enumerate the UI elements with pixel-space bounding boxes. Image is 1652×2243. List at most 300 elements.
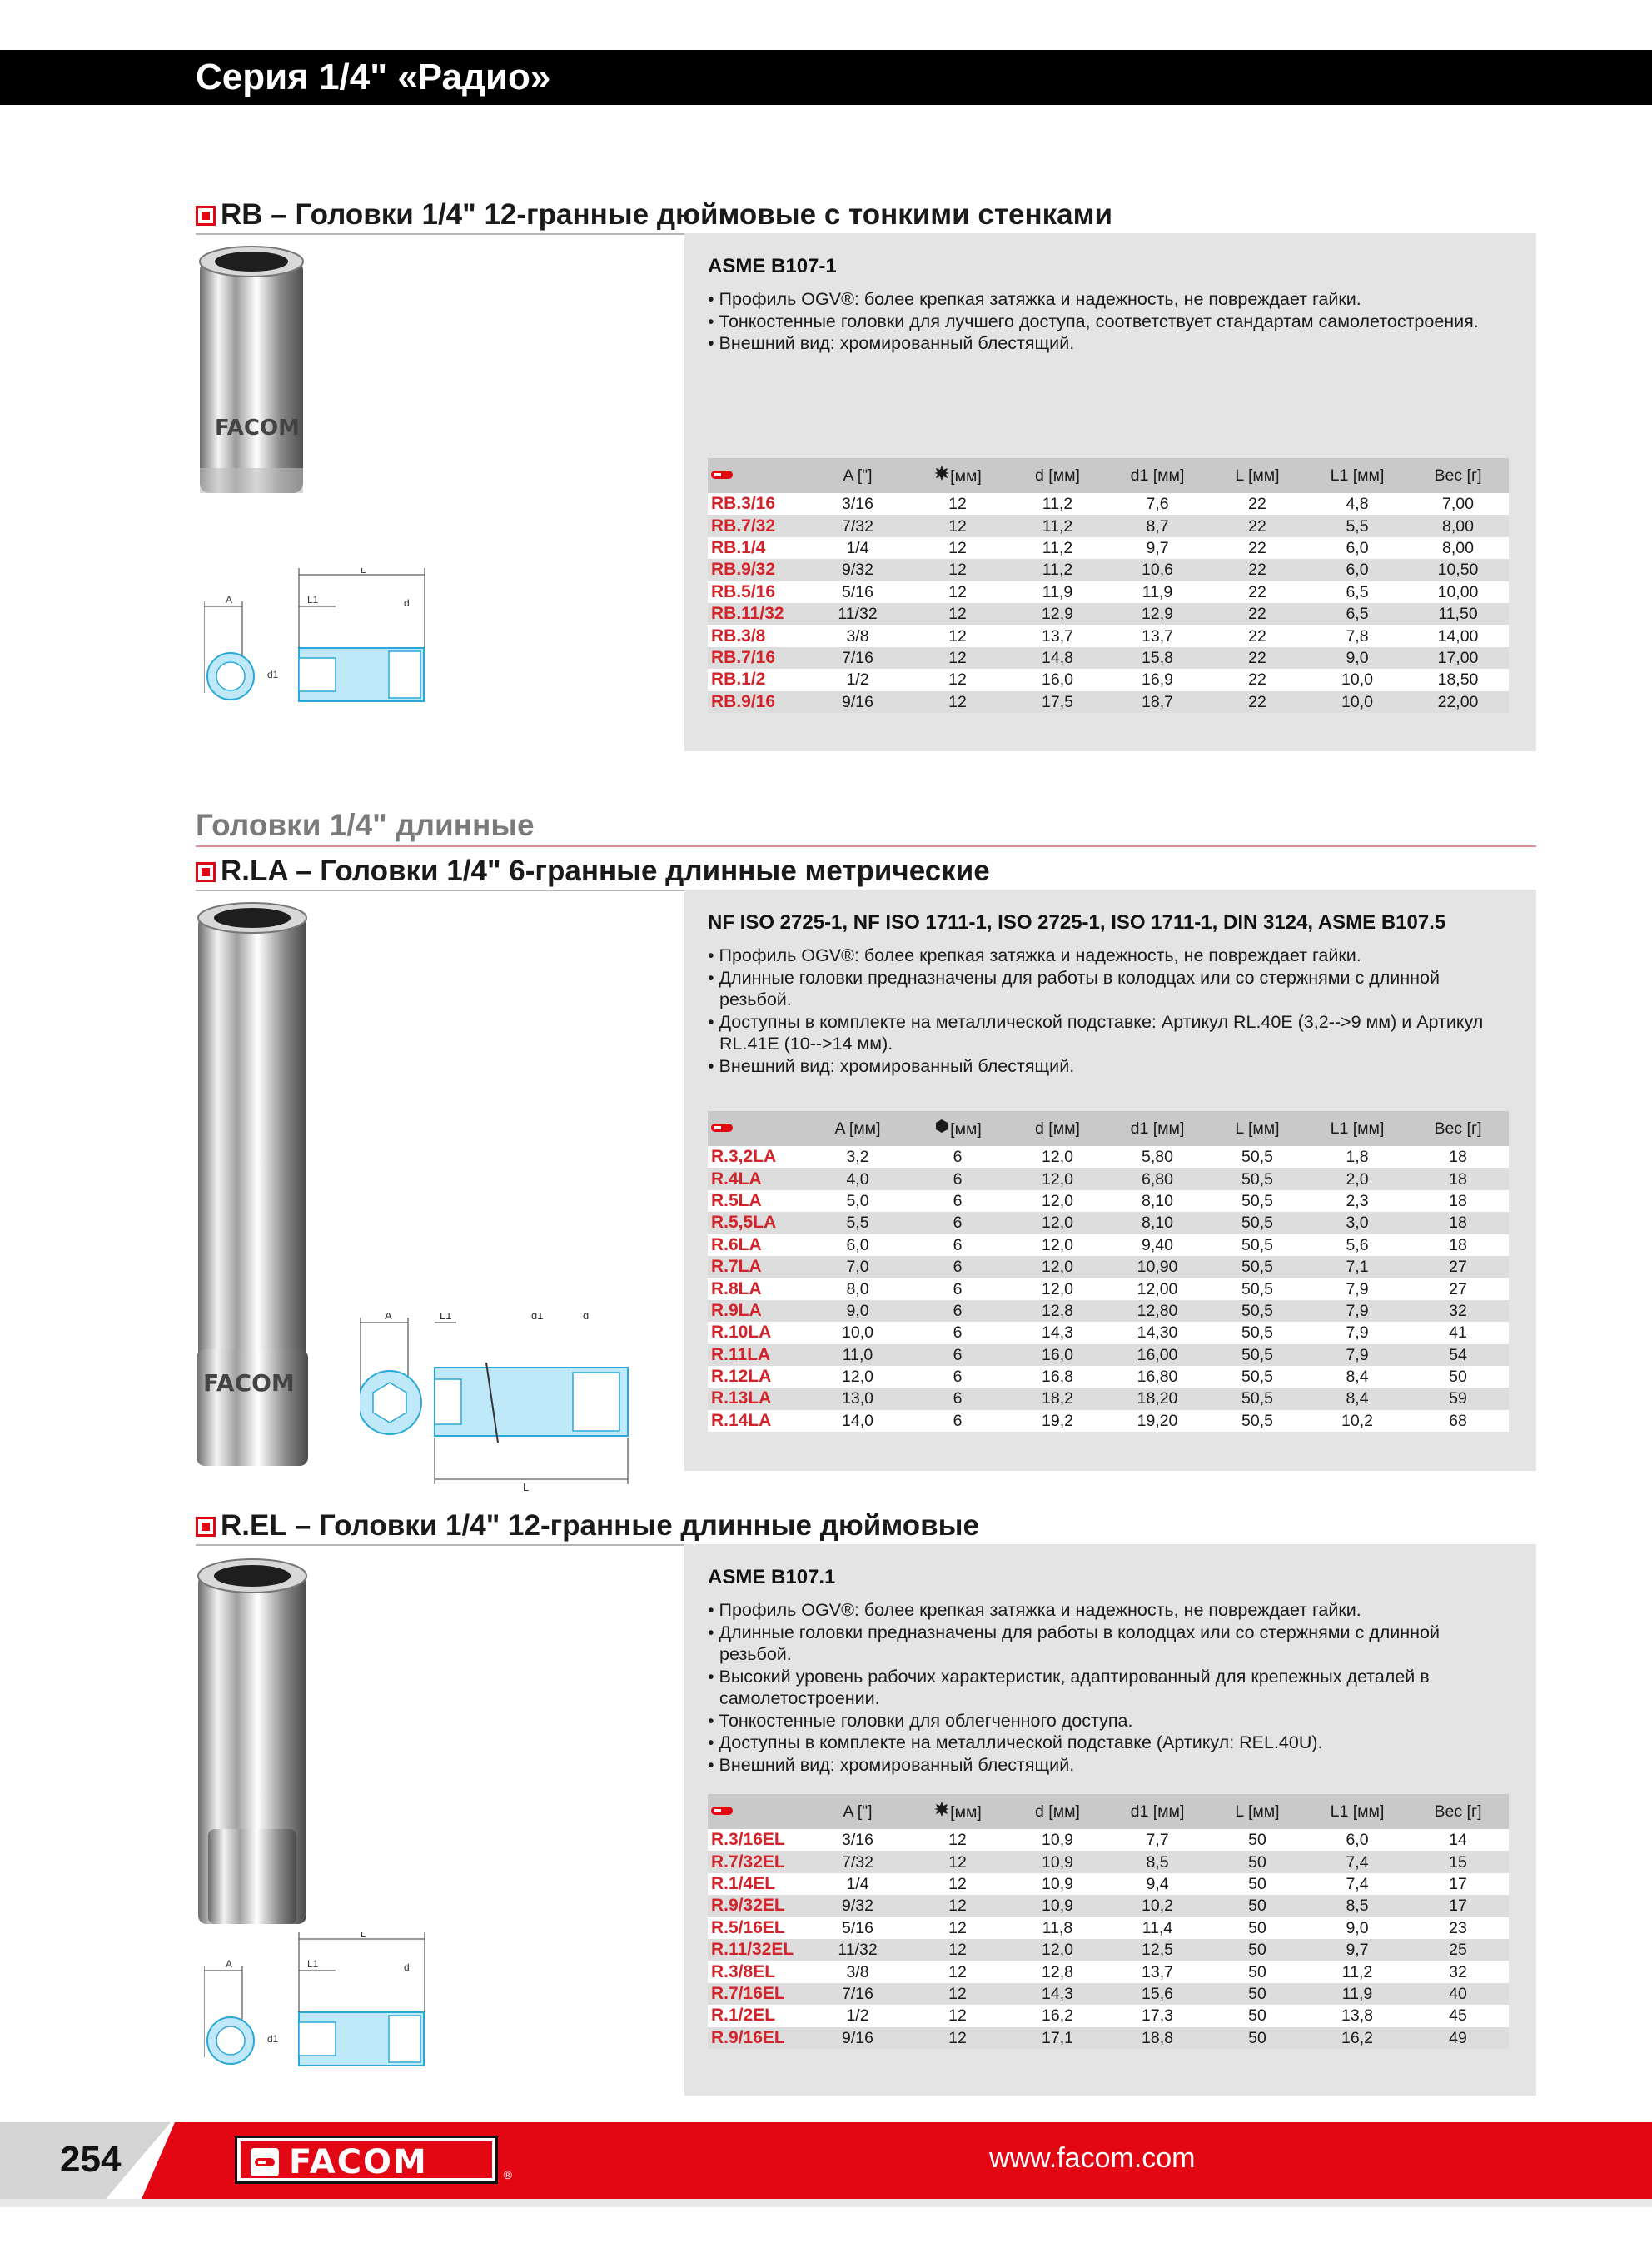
table-cell: 12 [908, 537, 1008, 559]
svg-text:L1: L1 [307, 594, 319, 606]
table-cell: 50,5 [1207, 1300, 1307, 1322]
table-cell: 6,0 [1307, 559, 1407, 581]
table-cell: 50,5 [1207, 1344, 1307, 1366]
table-cell: 16,2 [1008, 2005, 1107, 2026]
bullet-item: • Профиль OGV®: более крепкая затяжка и надежность, не повреждает гайки. [708, 1600, 1361, 1620]
table-cell: 8,10 [1107, 1190, 1207, 1212]
svg-text:L: L [361, 1932, 366, 1940]
part-reference: R.5/16EL [708, 1917, 808, 1939]
part-reference: R.9LA [708, 1300, 808, 1322]
table-row [708, 1851, 1509, 1872]
part-reference: RB.7/16 [708, 647, 808, 669]
table-cell: 17,00 [1407, 647, 1509, 669]
table-cell: 32 [1407, 1300, 1509, 1322]
red-square-icon [196, 862, 216, 882]
part-reference: R.11/32EL [708, 1939, 808, 1961]
table-cell: 50 [1207, 1829, 1307, 1851]
col-header-a: A ["] [808, 1794, 908, 1829]
table-row [708, 559, 1509, 581]
table-cell: 12 [908, 625, 1008, 646]
part-reference: R.12LA [708, 1366, 808, 1388]
bullet-item: • Высокий уровень рабочих характеристик, адаптированный для крепежных деталей в самолетостроении. [708, 1666, 1430, 1708]
reference-column-header [708, 1111, 808, 1146]
bullets-rb [708, 288, 1515, 355]
table-cell: 6 [908, 1344, 1008, 1366]
part-reference: RB.7/32 [708, 515, 808, 536]
table-cell: 22 [1207, 493, 1307, 515]
table-cell: 6,0 [808, 1234, 908, 1256]
part-reference: R.6LA [708, 1234, 808, 1256]
table-cell: 18 [1407, 1168, 1509, 1189]
svg-text:d: d [583, 1313, 590, 1322]
red-square-icon [196, 206, 216, 226]
table-row [708, 1410, 1509, 1432]
table-cell: 22 [1207, 647, 1307, 669]
table-cell: 12 [908, 1961, 1008, 1982]
dimension-diagram-rb [204, 568, 445, 718]
table-cell: 12 [908, 2005, 1008, 2026]
table-cell: 9,40 [1107, 1234, 1207, 1256]
table-cell: 10,9 [1008, 1851, 1107, 1872]
col-header-d1: d1 [мм] [1107, 458, 1207, 493]
table-row [708, 2005, 1509, 2026]
table-row [708, 603, 1509, 625]
table-cell: 12 [908, 1851, 1008, 1872]
table-cell: 3/16 [808, 1829, 908, 1851]
table-cell: 3,0 [1307, 1212, 1407, 1234]
svg-text:L1: L1 [307, 1958, 319, 1970]
table-cell: 50,5 [1207, 1190, 1307, 1212]
part-reference: RB.3/8 [708, 625, 808, 646]
section-title-rb: RB – Головки 1/4" 12-гранные дюймовые с тонкими стенками [196, 197, 1536, 235]
spec-table-rb [708, 458, 1509, 713]
svg-text:A: A [226, 594, 233, 606]
table-row [708, 669, 1509, 690]
svg-text:L: L [361, 568, 366, 576]
table-cell: 18 [1407, 1234, 1509, 1256]
table-row [708, 1322, 1509, 1343]
standard-rla: NF ISO 2725-1, NF ISO 1711-1, ISO 2725-1, ISO 1711-1, DIN 3124, ASME B107.5 [708, 911, 1446, 934]
table-cell: 49 [1407, 2027, 1509, 2049]
table-cell: 6,0 [1307, 1829, 1407, 1851]
part-reference: R.11LA [708, 1344, 808, 1366]
table-cell: 22,00 [1407, 691, 1509, 713]
table-cell: 11,0 [808, 1344, 908, 1366]
table-cell: 50 [1207, 1939, 1307, 1961]
table-cell: 16,00 [1107, 1344, 1207, 1366]
table-cell: 1,8 [1307, 1146, 1407, 1168]
bullet-item: • Тонкостенные головки для лучшего доступа, соответствует стандартам самолетостроения. [708, 311, 1479, 331]
table-cell: 3/8 [808, 625, 908, 646]
table-cell: 1/2 [808, 2005, 908, 2026]
table-cell: 6,5 [1307, 603, 1407, 625]
table-cell: 17 [1407, 1873, 1509, 1895]
part-reference: R.4LA [708, 1168, 808, 1189]
table-cell: 5,0 [808, 1190, 908, 1212]
table-cell: 12,0 [1008, 1212, 1107, 1234]
bullet-item: • Тонкостенные головки для облегченного доступа. [708, 1710, 1133, 1731]
section-title-rla: R.LA – Головки 1/4" 6-гранные длинные метрические [196, 853, 1536, 891]
table-cell: 11,2 [1008, 537, 1107, 559]
table-cell: 19,2 [1008, 1410, 1107, 1432]
col-header-d: d [мм] [1008, 1111, 1107, 1146]
col-header-points: [мм] [908, 1111, 1008, 1146]
part-reference: RB.3/16 [708, 493, 808, 515]
table-cell: 18 [1407, 1212, 1509, 1234]
table-cell: 50 [1207, 2027, 1307, 2049]
table-cell: 12 [908, 647, 1008, 669]
table-cell: 27 [1407, 1278, 1509, 1299]
table-cell: 14,30 [1107, 1322, 1207, 1343]
table-cell: 7/32 [808, 1851, 908, 1872]
bullet-item: • Внешний вид: хромированный блестящий. [708, 1754, 1075, 1775]
table-cell: 7,6 [1107, 493, 1207, 515]
part-reference: R.7/32EL [708, 1851, 808, 1872]
part-reference: RB.1/4 [708, 537, 808, 559]
table-cell: 14,3 [1008, 1983, 1107, 2005]
part-reference: R.9/16EL [708, 2027, 808, 2049]
bullets-rel [708, 1599, 1515, 1776]
svg-text:d1: d1 [267, 2033, 279, 2045]
table-cell: 12 [908, 1895, 1008, 1917]
table-cell: 13,7 [1107, 625, 1207, 646]
table-cell: 9,0 [1307, 1917, 1407, 1939]
table-row [708, 647, 1509, 669]
photo-brand-text: FACOM [215, 416, 300, 441]
table-row [708, 625, 1509, 646]
col-header-l1: L1 [мм] [1307, 1794, 1407, 1829]
table-cell: 1/4 [808, 537, 908, 559]
registered-mark: ® [503, 2168, 512, 2181]
table-cell: 12,80 [1107, 1300, 1207, 1322]
table-cell: 9,4 [1107, 1873, 1207, 1895]
table-cell: 11,2 [1307, 1961, 1407, 1982]
part-reference: R.10LA [708, 1322, 808, 1343]
table-cell: 5/16 [808, 1917, 908, 1939]
table-cell: 13,7 [1008, 625, 1107, 646]
table-cell: 12,9 [1107, 603, 1207, 625]
table-cell: 10,90 [1107, 1256, 1207, 1278]
table-row [708, 515, 1509, 536]
table-cell: 8,5 [1107, 1851, 1207, 1872]
col-header-d1: d1 [мм] [1107, 1111, 1207, 1146]
socket-photo-rla [190, 900, 315, 1478]
table-row [708, 1212, 1509, 1234]
part-reference: R.5LA [708, 1190, 808, 1212]
table-row [708, 1146, 1509, 1168]
table-cell: 10,0 [1307, 669, 1407, 690]
table-row [708, 537, 1509, 559]
table-row [708, 1278, 1509, 1299]
section-title-rel: R.EL – Головки 1/4" 12-гранные длинные дюймовые [196, 1508, 1536, 1546]
table-cell: 18,20 [1107, 1388, 1207, 1409]
part-reference: R.9/32EL [708, 1895, 808, 1917]
table-cell: 6 [908, 1256, 1008, 1278]
table-cell: 11,4 [1107, 1917, 1207, 1939]
table-cell: 7,4 [1307, 1873, 1407, 1895]
table-cell: 4,8 [1307, 493, 1407, 515]
facom-wrench-icon [251, 2148, 279, 2176]
table-cell: 7,1 [1307, 1256, 1407, 1278]
table-cell: 18,7 [1107, 691, 1207, 713]
part-reference: R.1/4EL [708, 1873, 808, 1895]
table-cell: 22 [1207, 559, 1307, 581]
series-title: Серия 1/4" «Радио» [196, 57, 551, 97]
svg-text:L1: L1 [440, 1313, 452, 1322]
table-cell: 7,9 [1307, 1344, 1407, 1366]
table-cell: 50 [1207, 1983, 1307, 2005]
table-cell: 12 [908, 559, 1008, 581]
table-cell: 19,20 [1107, 1410, 1207, 1432]
svg-text:d1: d1 [267, 669, 279, 680]
table-cell: 12 [908, 669, 1008, 690]
table-cell: 59 [1407, 1388, 1509, 1409]
table-cell: 11,9 [1107, 581, 1207, 603]
table-cell: 50,5 [1207, 1410, 1307, 1432]
table-cell: 12 [908, 1829, 1008, 1851]
table-cell: 7/32 [808, 515, 908, 536]
table-cell: 12,00 [1107, 1278, 1207, 1299]
socket-photo-rel [190, 1554, 315, 1933]
table-row [708, 1983, 1509, 2005]
table-cell: 50 [1207, 2005, 1307, 2026]
twelve-point-icon [933, 465, 950, 481]
table-cell: 7,9 [1307, 1278, 1407, 1299]
table-cell: 17,1 [1008, 2027, 1107, 2049]
table-cell: 18 [1407, 1146, 1509, 1168]
reference-column-header [708, 458, 808, 493]
col-header-weight: Вес [г] [1407, 1794, 1509, 1829]
part-reference: R.8LA [708, 1278, 808, 1299]
table-cell: 18 [1407, 1190, 1509, 1212]
table-cell: 16,2 [1307, 2027, 1407, 2049]
table-cell: 9,7 [1107, 537, 1207, 559]
table-cell: 10,0 [1307, 691, 1407, 713]
table-cell: 7/16 [808, 1983, 908, 2005]
table-cell: 16,0 [1008, 1344, 1107, 1366]
svg-text:L: L [523, 1481, 530, 1492]
table-cell: 16,8 [1008, 1366, 1107, 1388]
table-cell: 10,2 [1107, 1895, 1207, 1917]
table-cell: 50,5 [1207, 1168, 1307, 1189]
part-reference: RB.9/32 [708, 559, 808, 581]
series-header-bar [0, 50, 1652, 105]
part-reference: R.13LA [708, 1388, 808, 1409]
part-reference: R.5,5LA [708, 1212, 808, 1234]
col-header-points: [мм] [908, 1794, 1008, 1829]
table-cell: 6 [908, 1366, 1008, 1388]
part-reference: R.3/8EL [708, 1961, 808, 1982]
table-cell: 22 [1207, 515, 1307, 536]
table-cell: 15,6 [1107, 1983, 1207, 2005]
col-header-l1: L1 [мм] [1307, 458, 1407, 493]
part-reference: R.7/16EL [708, 1983, 808, 2005]
table-cell: 6,80 [1107, 1168, 1207, 1189]
table-cell: 18,50 [1407, 669, 1509, 690]
table-cell: 10,0 [808, 1322, 908, 1343]
table-cell: 50,5 [1207, 1146, 1307, 1168]
part-reference: R.3/16EL [708, 1829, 808, 1851]
facom-logo [235, 2136, 512, 2184]
table-cell: 5/16 [808, 581, 908, 603]
table-cell: 50,5 [1207, 1256, 1307, 1278]
bullet-item: • Длинные головки предназначены для работы в колодцах или со стержнями с длинной резьбой. [708, 967, 1441, 1009]
table-cell: 13,0 [808, 1388, 908, 1409]
spec-panel-rb [684, 233, 1536, 751]
col-header-l: L [мм] [1207, 1794, 1307, 1829]
table-cell: 14,3 [1008, 1322, 1107, 1343]
table-cell: 6 [908, 1234, 1008, 1256]
table-cell: 7/16 [808, 647, 908, 669]
table-cell: 8,7 [1107, 515, 1207, 536]
table-cell: 6 [908, 1212, 1008, 1234]
bullet-item: • Доступны в комплекте на металлической подставке: Артикул RL.40E (3,2-->9 мм) и Артикул RL.41E (10-->14 мм). [708, 1011, 1484, 1054]
table-cell: 6 [908, 1146, 1008, 1168]
svg-text:A: A [226, 1958, 233, 1970]
table-cell: 22 [1207, 581, 1307, 603]
table-cell: 12,8 [1008, 1300, 1107, 1322]
table-cell: 7,0 [808, 1256, 908, 1278]
table-cell: 8,5 [1307, 1895, 1407, 1917]
table-cell: 50,5 [1207, 1322, 1307, 1343]
table-cell: 12,0 [1008, 1939, 1107, 1961]
table-cell: 6 [908, 1322, 1008, 1343]
table-cell: 22 [1207, 537, 1307, 559]
table-cell: 18,8 [1107, 2027, 1207, 2049]
table-cell: 5,80 [1107, 1146, 1207, 1168]
table-cell: 40 [1407, 1983, 1509, 2005]
table-row [708, 1829, 1509, 1851]
table-cell: 11,2 [1008, 493, 1107, 515]
group-title-long-sockets: Головки 1/4" длинные [196, 805, 1536, 847]
facom-reference-icon [711, 1122, 733, 1134]
reference-column-header [708, 1794, 808, 1829]
twelve-point-icon [933, 1801, 950, 1817]
table-cell: 50 [1207, 1895, 1307, 1917]
table-cell: 23 [1407, 1917, 1509, 1939]
standard-rb: ASME B107-1 [708, 255, 837, 277]
table-cell: 9,0 [808, 1300, 908, 1322]
col-header-a: A ["] [808, 458, 908, 493]
table-cell: 6 [908, 1388, 1008, 1409]
table-cell: 11/32 [808, 1939, 908, 1961]
table-cell: 50,5 [1207, 1212, 1307, 1234]
website-link[interactable]: www.facom.com [989, 2142, 1196, 2174]
table-cell: 12,9 [1008, 603, 1107, 625]
table-cell: 6 [908, 1190, 1008, 1212]
part-reference: R.3,2LA [708, 1146, 808, 1168]
table-cell: 10,9 [1008, 1895, 1107, 1917]
standard-rel: ASME B107.1 [708, 1566, 836, 1588]
table-cell: 7,4 [1307, 1851, 1407, 1872]
photo-brand-text: FACOM [203, 1369, 295, 1397]
bullet-item: • Внешний вид: хромированный блестящий. [708, 333, 1075, 353]
red-square-icon [196, 1517, 216, 1537]
facom-reference-icon [711, 469, 733, 481]
table-cell: 12,0 [1008, 1234, 1107, 1256]
table-cell: 11,9 [1008, 581, 1107, 603]
col-header-d: d [мм] [1008, 1794, 1107, 1829]
part-reference: R.7LA [708, 1256, 808, 1278]
table-cell: 7,9 [1307, 1300, 1407, 1322]
table-cell: 25 [1407, 1939, 1509, 1961]
table-cell: 7,00 [1407, 493, 1509, 515]
table-cell: 50 [1207, 1961, 1307, 1982]
table-cell: 3,2 [808, 1146, 908, 1168]
svg-text:d: d [404, 597, 410, 609]
table-cell: 14 [1407, 1829, 1509, 1851]
table-cell: 3/8 [808, 1961, 908, 1982]
part-reference: RB.9/16 [708, 691, 808, 713]
table-cell: 11,2 [1008, 515, 1107, 536]
table-cell: 50 [1407, 1366, 1509, 1388]
table-cell: 8,4 [1307, 1366, 1407, 1388]
part-reference: RB.1/2 [708, 669, 808, 690]
table-cell: 13,8 [1307, 2005, 1407, 2026]
table-row [708, 2027, 1509, 2049]
table-cell: 11/32 [808, 603, 908, 625]
bullet-item: • Профиль OGV®: более крепкая затяжка и надежность, не повреждает гайки. [708, 945, 1361, 965]
table-cell: 11,50 [1407, 603, 1509, 625]
table-cell: 3/16 [808, 493, 908, 515]
table-cell: 9/16 [808, 691, 908, 713]
table-cell: 15,8 [1107, 647, 1207, 669]
table-row [708, 1917, 1509, 1939]
table-cell: 41 [1407, 1322, 1509, 1343]
part-reference: RB.5/16 [708, 581, 808, 603]
table-cell: 9,0 [1307, 647, 1407, 669]
table-cell: 1/4 [808, 1873, 908, 1895]
table-cell: 12 [908, 691, 1008, 713]
dimension-diagram-rel [204, 1932, 445, 2082]
table-row [708, 1388, 1509, 1409]
footer-bottom-line [0, 2199, 1652, 2207]
table-cell: 8,00 [1407, 537, 1509, 559]
table-cell: 8,00 [1407, 515, 1509, 536]
table-cell: 11,2 [1008, 559, 1107, 581]
table-cell: 10,9 [1008, 1829, 1107, 1851]
table-cell: 8,10 [1107, 1212, 1207, 1234]
table-cell: 12,0 [1008, 1256, 1107, 1278]
table-row [708, 1895, 1509, 1917]
spec-panel-rel [684, 1544, 1536, 2096]
table-cell: 12 [908, 603, 1008, 625]
table-cell: 7,7 [1107, 1829, 1207, 1851]
table-cell: 14,8 [1008, 647, 1107, 669]
table-cell: 9/32 [808, 559, 908, 581]
table-cell: 54 [1407, 1344, 1509, 1366]
table-cell: 6,0 [1307, 537, 1407, 559]
col-header-l: L [мм] [1207, 458, 1307, 493]
table-cell: 10,2 [1307, 1410, 1407, 1432]
table-cell: 12 [908, 515, 1008, 536]
col-header-l: L [мм] [1207, 1111, 1307, 1146]
table-cell: 15 [1407, 1851, 1509, 1872]
bullet-item: • Профиль OGV®: более крепкая затяжка и надежность, не повреждает гайки. [708, 289, 1361, 309]
table-row [708, 691, 1509, 713]
col-header-l1: L1 [мм] [1307, 1111, 1407, 1146]
table-cell: 11,9 [1307, 1983, 1407, 2005]
table-row [708, 1190, 1509, 1212]
table-cell: 9,7 [1307, 1939, 1407, 1961]
table-cell: 12,0 [1008, 1190, 1107, 1212]
table-cell: 14,0 [808, 1410, 908, 1432]
table-cell: 6 [908, 1300, 1008, 1322]
table-row [708, 581, 1509, 603]
page-number: 254 [60, 2139, 122, 2180]
table-row [708, 493, 1509, 515]
table-cell: 16,80 [1107, 1366, 1207, 1388]
